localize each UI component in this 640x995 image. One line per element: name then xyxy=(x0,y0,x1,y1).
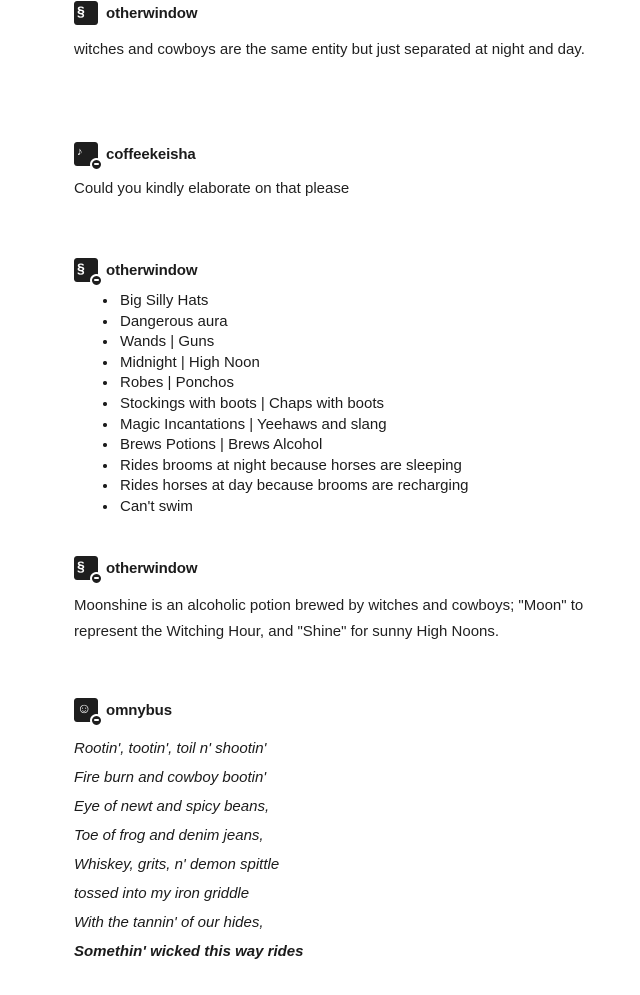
post xyxy=(74,257,624,518)
username[interactable]: otherwindow xyxy=(106,261,198,279)
post-header xyxy=(74,697,624,723)
badge-icon xyxy=(90,158,103,171)
poem-line: Rootin', tootin', toil n' shootin' xyxy=(74,740,267,757)
badge-icon xyxy=(90,572,103,585)
list-item: • Stockings with boots | Chaps with boots xyxy=(118,394,624,415)
avatar-glyph-icon: § xyxy=(77,3,85,19)
poem-line: Toe of frog and denim jeans, xyxy=(74,827,264,844)
poem-line: Eye of newt and spicy beans, xyxy=(74,798,270,815)
badge-icon xyxy=(90,714,103,727)
post-text: Moonshine is an alcoholic potion brewed by witches and cowboys; "Moon" to represent the Witching Hour, and "Shine" for sunny High Noons. xyxy=(74,597,584,640)
avatar[interactable] xyxy=(74,142,98,166)
avatar-glyph-icon: ♪ xyxy=(77,146,83,158)
post-header xyxy=(74,141,624,167)
post-text: Could you kindly elaborate on that please xyxy=(74,180,350,197)
list-item: • Rides brooms at night because horses are sleeping xyxy=(118,456,624,477)
avatar[interactable] xyxy=(74,258,98,282)
poem xyxy=(74,734,624,966)
list-item: • Brews Potions | Brews Alcohol xyxy=(118,435,624,456)
post xyxy=(74,697,624,966)
post-header xyxy=(74,0,624,26)
list-item: • Rides horses at day because brooms are recharging xyxy=(118,476,624,497)
post-text: witches and cowboys are the same entity but just separated at night and day. xyxy=(74,41,585,58)
username[interactable]: omnybus xyxy=(106,701,172,719)
username[interactable]: otherwindow xyxy=(106,4,198,22)
avatar[interactable] xyxy=(74,556,98,580)
post xyxy=(74,0,624,62)
post xyxy=(74,555,624,644)
list-item: • Dangerous aura xyxy=(118,312,624,333)
list-item: • Robes | Ponchos xyxy=(118,373,624,394)
username[interactable]: coffeekeisha xyxy=(106,145,196,163)
poem-line: With the tannin' of our hides, xyxy=(74,914,264,931)
avatar-glyph-icon: § xyxy=(77,558,85,574)
avatar-glyph-icon: § xyxy=(77,260,85,276)
avatar[interactable] xyxy=(74,698,98,722)
post-header xyxy=(74,257,624,283)
list-item: • Big Silly Hats xyxy=(118,291,624,312)
poem-line: Whiskey, grits, n' demon spittle xyxy=(74,856,280,873)
poem-line: tossed into my iron griddle xyxy=(74,885,250,902)
username[interactable]: otherwindow xyxy=(106,559,198,577)
poem-line: Fire burn and cowboy bootin' xyxy=(74,769,267,786)
list-item: • Midnight | High Noon xyxy=(118,353,624,374)
list-item: • Wands | Guns xyxy=(118,332,624,353)
post xyxy=(74,141,624,201)
poem-line: Somethin' wicked this way rides xyxy=(74,943,304,960)
list-item: • Magic Incantations | Yeehaws and slang xyxy=(118,415,624,436)
list-item: • Can't swim xyxy=(118,497,624,518)
badge-icon xyxy=(90,274,103,287)
avatar-glyph-icon: ☺ xyxy=(77,700,92,716)
bullet-list xyxy=(0,291,624,518)
post-header xyxy=(74,555,624,581)
avatar[interactable] xyxy=(74,1,98,25)
